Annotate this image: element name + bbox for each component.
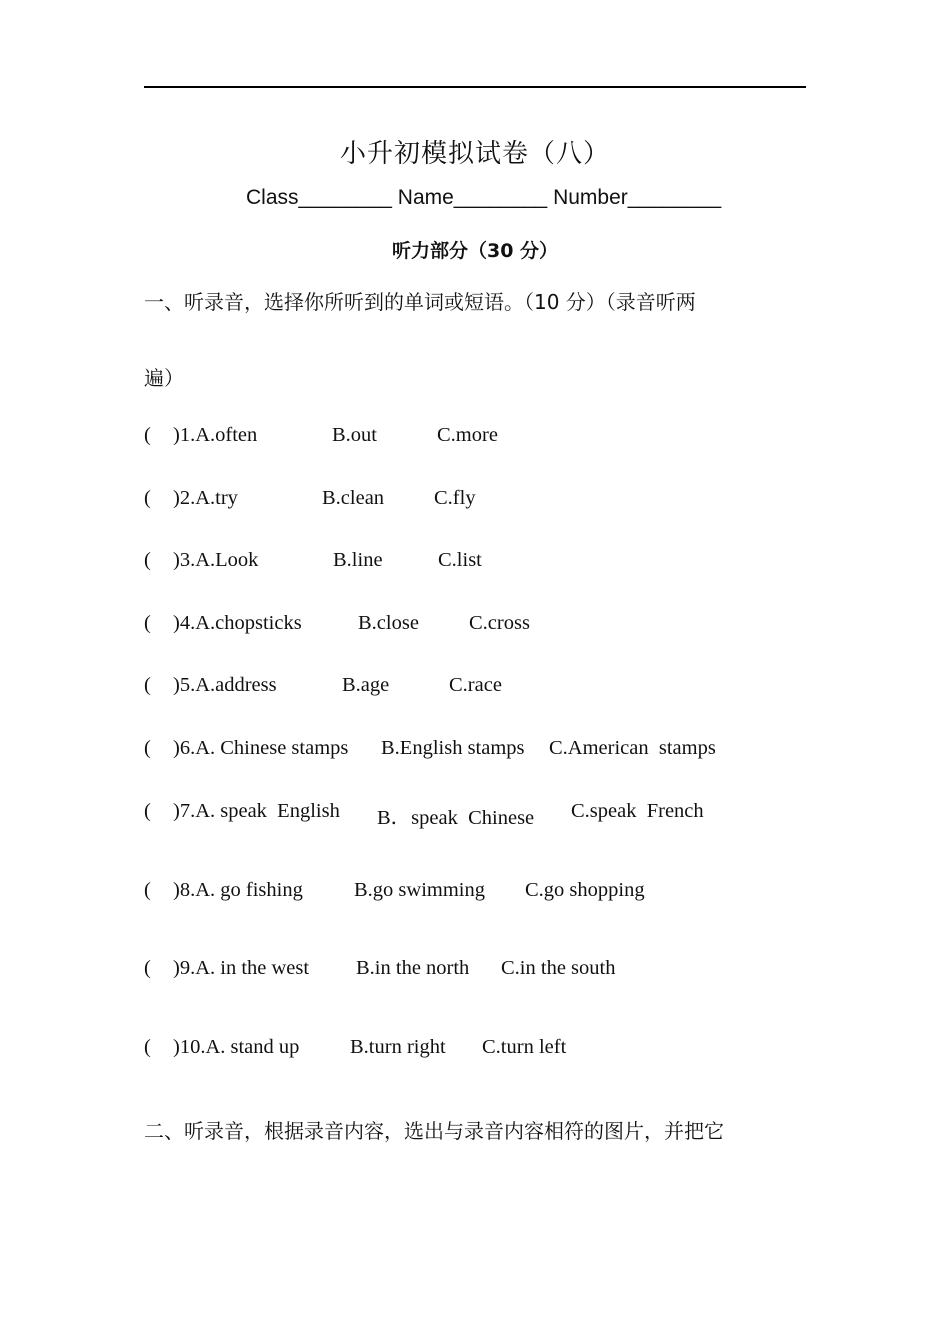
part1-instruction-cont: 遍）	[144, 366, 184, 390]
option-c: C.go shopping	[525, 879, 645, 901]
option-c: C.more	[437, 424, 498, 446]
answer-blank: (	[144, 879, 151, 901]
option-a: )6.A. Chinese stamps	[173, 737, 349, 759]
option-c: C.turn left	[482, 1036, 567, 1058]
option-c: C.cross	[469, 612, 530, 634]
option-b: B.out	[332, 424, 377, 446]
answer-blank: (	[144, 612, 151, 634]
option-b: B.close	[358, 612, 419, 634]
option-a: )3.A.Look	[173, 549, 259, 571]
option-c: C.fly	[434, 487, 476, 509]
option-b: B.in the north	[356, 957, 470, 979]
section-title-listening: 听力部分（30 分）	[391, 240, 559, 262]
option-b: B.go swimming	[354, 879, 485, 901]
part1-instruction: 一、听录音，选择你所听到的单词或短语。（10 分）（录音听两	[144, 290, 696, 314]
answer-blank: (	[144, 487, 151, 509]
option-a: )4.A.chopsticks	[173, 612, 302, 634]
option-a: )5.A.address	[173, 674, 277, 696]
answer-blank: (	[144, 549, 151, 571]
answer-blank: (	[144, 800, 151, 822]
student-info-fields: Class________ Name________ Number________	[246, 186, 722, 209]
option-a: )7.A. speak English	[173, 800, 340, 822]
answer-blank: (	[144, 674, 151, 696]
answer-blank: (	[144, 737, 151, 759]
option-b: B.age	[342, 674, 390, 696]
option-a: )10.A. stand up	[173, 1036, 300, 1058]
option-a: )9.A. in the west	[173, 957, 310, 979]
option-b: B.line	[333, 549, 383, 571]
option-a: )1.A.often	[173, 424, 258, 446]
part2-instruction: 二、听录音，根据录音内容，选出与录音内容相符的图片，并把它	[144, 1119, 724, 1143]
option-a: )2.A.try	[173, 487, 238, 509]
answer-blank: (	[144, 424, 151, 446]
answer-blank: (	[144, 957, 151, 979]
option-b: B.English stamps	[381, 737, 525, 759]
option-b: B．speak Chinese	[377, 807, 535, 829]
answer-blank: (	[144, 1036, 151, 1058]
option-b: B.turn right	[350, 1036, 446, 1058]
option-c: C.speak French	[571, 800, 704, 822]
option-c: C.list	[438, 549, 482, 571]
option-b: B.clean	[322, 487, 385, 509]
option-a: )8.A. go fishing	[173, 879, 303, 901]
option-c: C.American stamps	[549, 737, 716, 759]
option-c: C.race	[449, 674, 502, 696]
top-divider	[144, 86, 806, 88]
exam-title: 小升初模拟试卷（八）	[339, 139, 610, 169]
option-c: C.in the south	[501, 957, 616, 979]
